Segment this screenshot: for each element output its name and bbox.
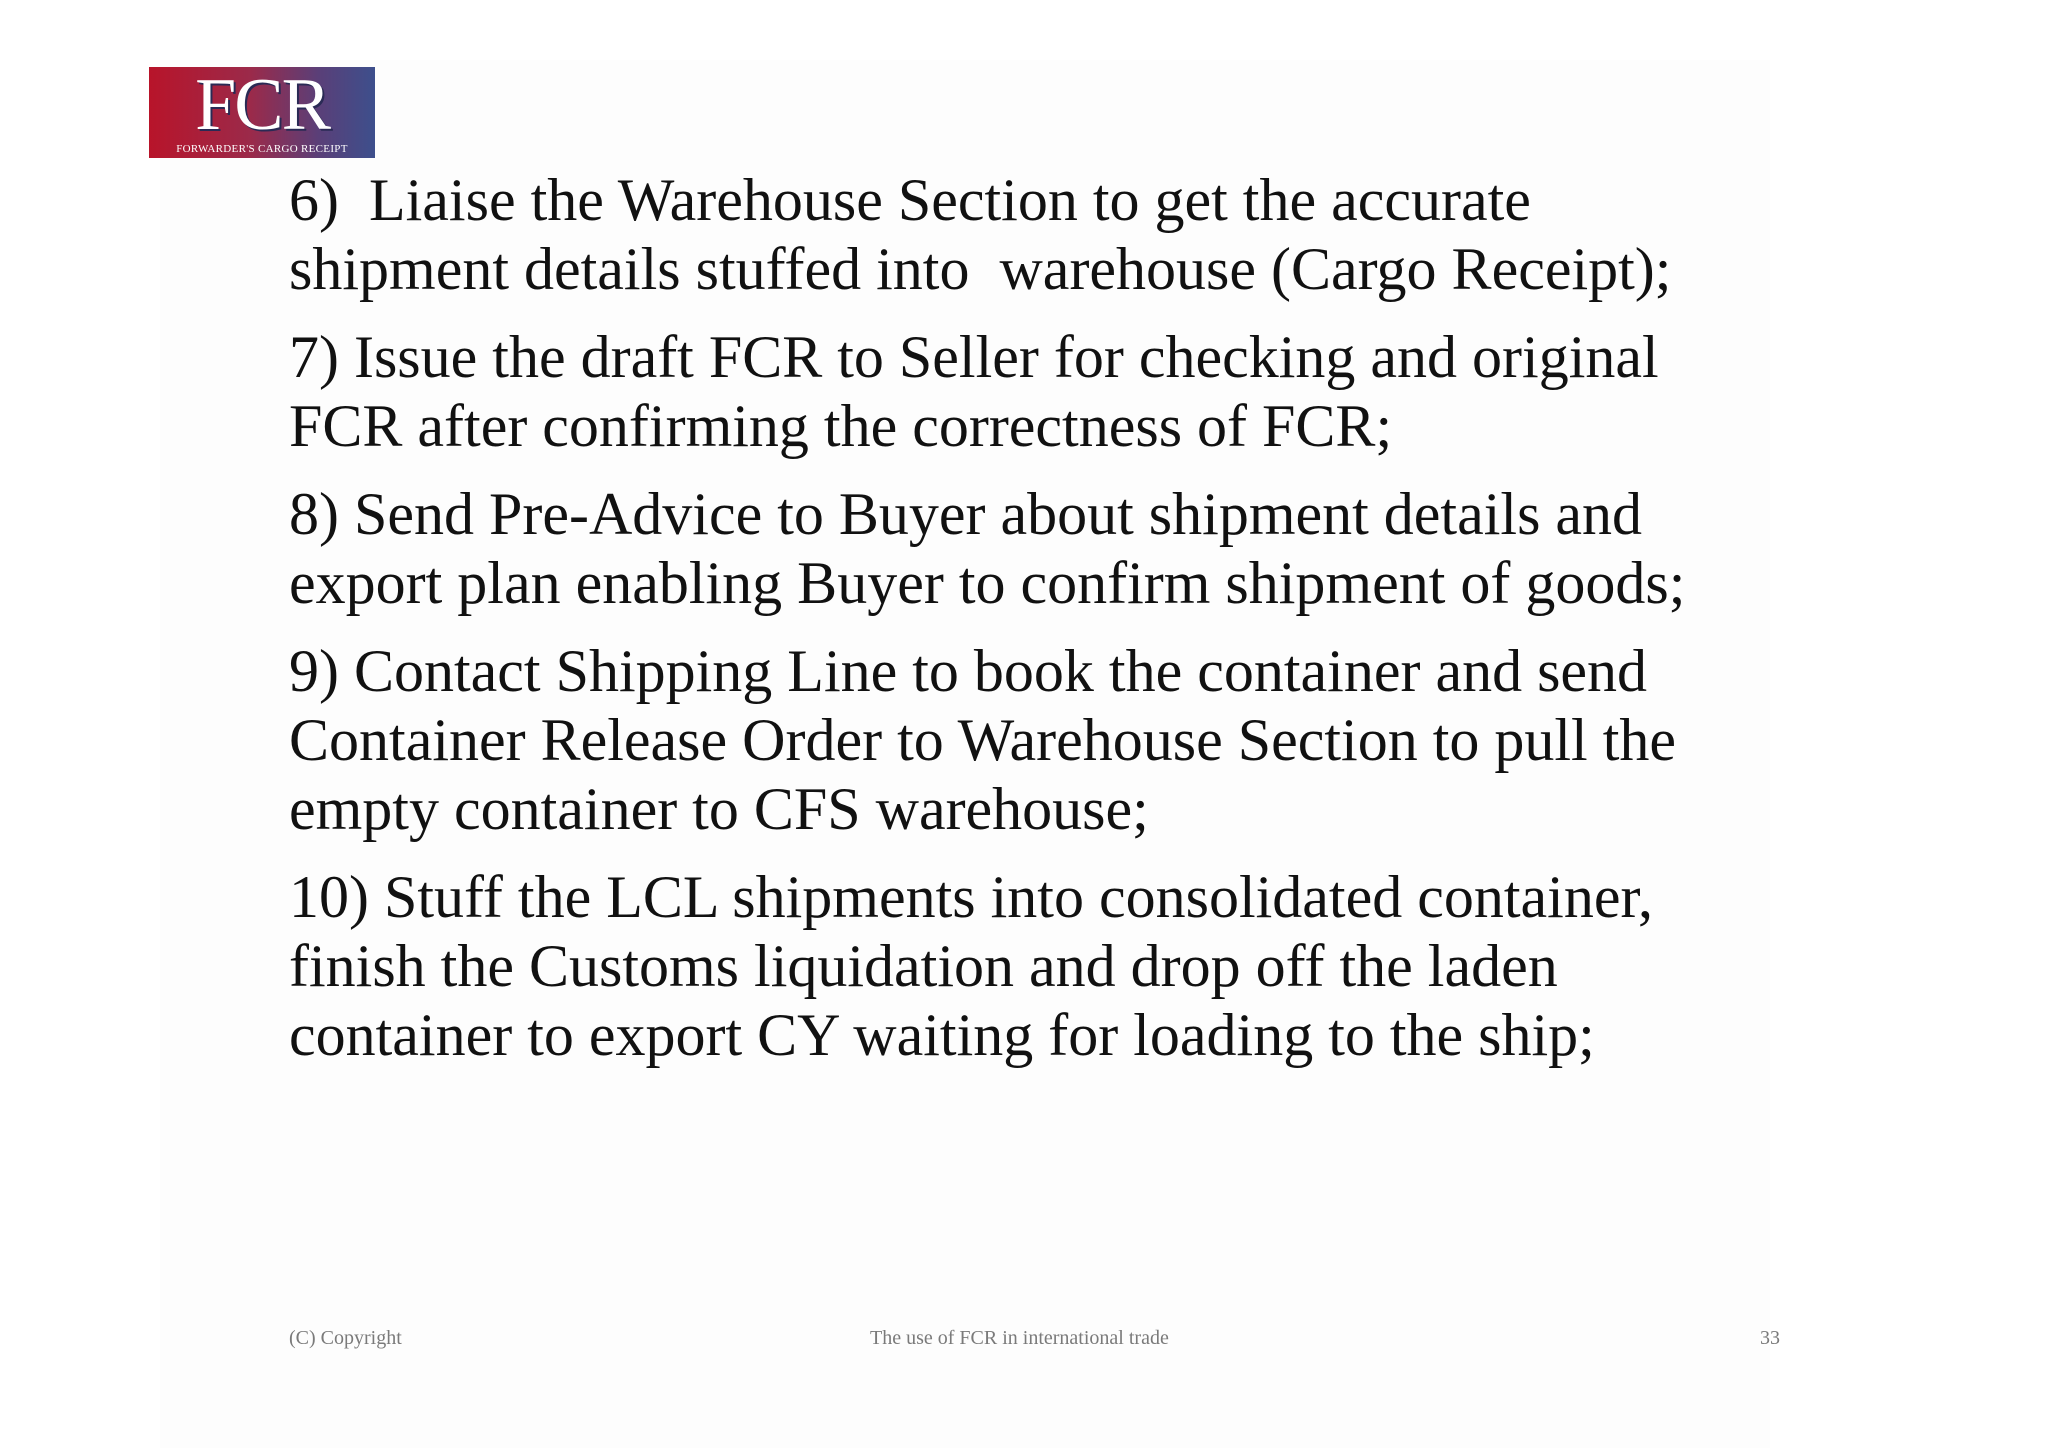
list-item-line: empty container to CFS warehouse; [289,776,1149,842]
logo-letters: FCR [195,67,329,146]
footer-page-number: 33 [1760,1327,1780,1349]
list-item-10 [289,863,1789,1070]
list-item-6 [289,166,1789,304]
list-item-line: 10) Stuff the LCL shipments into consolidated container, [289,864,1654,930]
list-item-line: 6) Liaise the Warehouse Section to get the accurate [289,167,1531,233]
list-item-line: 8) Send Pre-Advice to Buyer about shipment details and [289,481,1643,547]
logo-subtitle: FORWARDER'S CARGO RECEIPT [176,143,348,155]
list-item-line: finish the Customs liquidation and drop off the laden [289,933,1558,999]
footer-copyright: (C) Copyright [289,1327,402,1349]
list-item-line: 9) Contact Shipping Line to book the container and send [289,638,1648,704]
list-item-line: shipment details stuffed into warehouse (Cargo Receipt); [289,236,1672,302]
list-item-line: Container Release Order to Warehouse Section to pull the [289,707,1677,773]
list-item-8 [289,480,1789,618]
list-item-9 [289,637,1789,844]
slide-body [289,166,1789,1089]
list-item-line: FCR after confirming the correctness of FCR; [289,393,1393,459]
list-item-line: 7) Issue the draft FCR to Seller for checking and original [289,324,1659,390]
footer-title: The use of FCR in international trade [870,1327,1169,1349]
list-item-7 [289,323,1789,461]
list-item-line: container to export CY waiting for loading to the ship; [289,1002,1595,1068]
fcr-logo [149,67,375,158]
list-item-line: export plan enabling Buyer to confirm shipment of goods; [289,550,1686,616]
